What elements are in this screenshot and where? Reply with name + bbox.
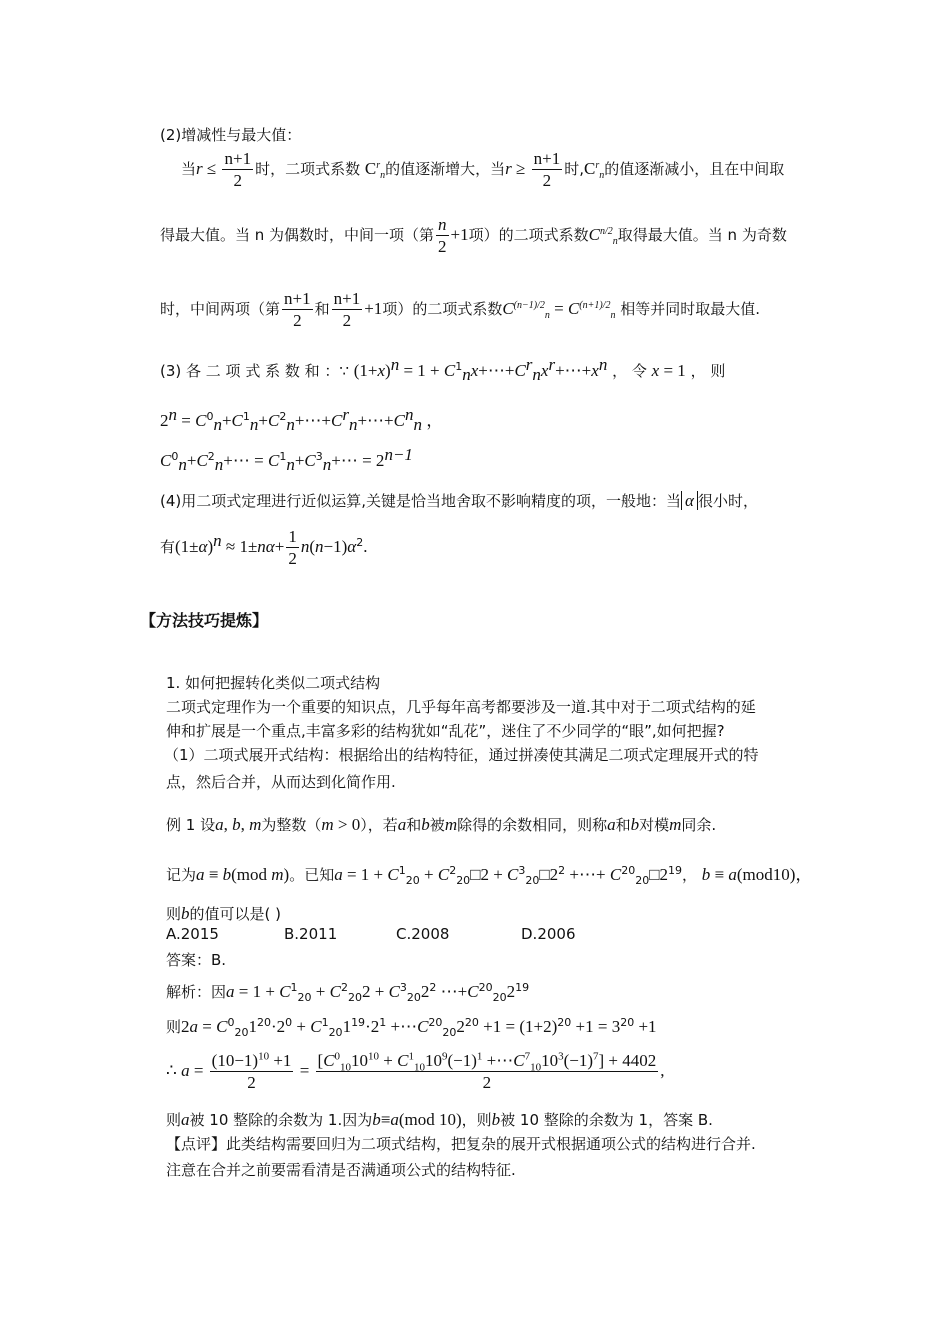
example-1-line-2: 记为a ≡ b(mod m)。已知$a = 1 + C^1_{20}$ + $C^2_{20}□2$ + $C^3_{20}□2^2$ +⋯+ $C^{20}_{20}□2^{19}$， b ≡ a(mod10)，	[166, 864, 813, 887]
section-2-line-3: 时，中间两项（第 $\frac{n+1}{2}$ 和 $\frac{n+1}{2}$ +1项）的二项式系数$C^{(n-1)/2}_n = C^{(n+1)/2}_n$ 相等并同时取最大值.	[160, 289, 761, 330]
derivation-line: 则$2a = C^0_{20}1^{20}\cdot 2^0 + C^1_{20}1^{19}\cdot 2^1$ $+\cdots C^{20}_{20}2^{20} +1 = (1+2)^{20} +1 = 3^{20} +1$	[166, 1016, 657, 1039]
method-paragraph-line-3: （1）二项式展开式结构：根据给出的结构特征，通过拼凑使其满足二项式定理展开式的特	[164, 746, 759, 764]
comment-line-2: 注意在合并之前要需看清是否满通项公式的结构特征.	[166, 1161, 516, 1179]
method-paragraph-line-2: 伸和扩展是一个重点,丰富多彩的结构犹如“乱花”，迷住了不少同学的“眼”,如何把握?	[166, 722, 725, 740]
option-d: D.2006	[521, 925, 576, 943]
section-3-line: (3) 各 二 项 式 系 数 和 ：∵ $(1+x)^n = 1$ + $C^1_nx+\cdots+C^r_nx^r+\cdots+x^n$ ， 令 x = 1 ， 则	[160, 355, 726, 384]
fraction-line: ∴ a = $\frac{(10-1)^{10} +1}{2}$ = $\frac{[C^0_{10}10^{10} + C^1_{10}10^9(-1)^1 +\cdots C^7_{10}10^3(-1)^7] + 4402}{2}$ ,	[166, 1050, 665, 1092]
section-2-title: (2)增减性与最大值：	[160, 126, 302, 144]
method-heading: 【方法技巧提炼】	[140, 611, 269, 630]
section-2-line-1: 当r ≤ $\frac{n+1}{2}$ 时，二项式系数 $C^r_n$的值逐渐增大，当r ≥ $\frac{n+1}{2}$ 时$,C^r_n$的值逐渐减小，且在中间取	[181, 149, 785, 190]
option-c: C.2008	[396, 925, 450, 943]
section-4-line-1: (4)用二项式定理进行近似运算,关键是恰当地舍取不影响精度的项，一般地：当 α 很小时，	[160, 491, 758, 510]
example-1-line-1: 例 1 设a, b, m为整数（m > 0），若a和b被m除得的余数相同，则称a和b对模m同余.	[166, 815, 717, 834]
option-a: A.2015	[166, 925, 219, 943]
remainder-line: 则a被 10 整除的余数为 1.因为b≡a(mod 10)，则b被 10 整除的余数为 1，答案 B.	[166, 1110, 713, 1129]
answer-line: 答案：B.	[166, 951, 227, 969]
section-3-formula-2: $C^0_n+C^2_n+\cdots$ = $C^1_n+C^3_n+\cdots = 2^{n-1}$	[160, 445, 413, 474]
method-paragraph-line-1: 二项式定理作为一个重要的知识点，几乎每年高考都要涉及一道.其中对于二项式结构的延	[166, 698, 756, 716]
method-paragraph-line-4: 点，然后合并，从而达到化简作用.	[166, 773, 396, 791]
section-3-formula-1: $2^n$ = $C^0_n+C^1_n+C^2_n+\cdots+C^r_n+\cdots+C^n_n$ ，	[160, 405, 444, 434]
method-item-1: 1. 如何把握转化类似二项式结构	[166, 674, 381, 692]
section-2-line-2: 得最大值。当 n 为偶数时，中间一项（第 $\frac{n}{2}$ +1项）的二项式系数$C^{n/2}_n$取得最大值。当 n 为奇数	[160, 215, 787, 256]
example-1-question: 则b的值可以是( )	[166, 904, 281, 923]
option-b: B.2011	[284, 925, 338, 943]
section-4-line-2: 有$(1\pm\alpha)^n \approx 1\pm n\alpha+$ $\frac{1}{2}$ $n(n-1)\alpha^2$.	[160, 527, 368, 568]
comment-line-1: 【点评】此类结构需要回归为二项式结构，把复杂的展开式根据通项公式的结构进行合并.	[166, 1135, 756, 1153]
analysis-line: 解析：因$a = 1 + C^1_{20} + C^2_{20}2 + C^3_{20}2^2$ $\cdots+C^{20}_{20}2^{19}$	[166, 981, 530, 1004]
